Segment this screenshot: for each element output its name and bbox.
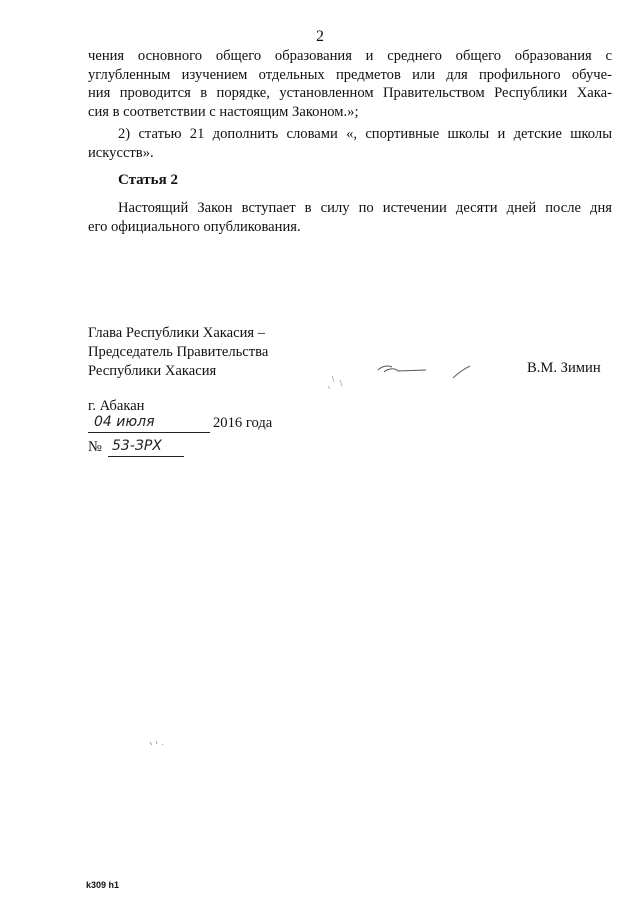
signer-title-line: Республики Хакасия	[88, 363, 217, 379]
article-heading: Статья 2	[118, 172, 178, 188]
paragraph-continuation	[88, 47, 612, 121]
number-underline	[108, 456, 184, 457]
text-line: его официального опубликования.	[88, 218, 301, 235]
number-line	[88, 438, 208, 458]
paragraph-article-2	[88, 199, 612, 236]
text-line: чения основного общего образования и среднего общего образования с	[88, 48, 612, 64]
date-underline	[88, 432, 210, 433]
signer-name: В.М. Зимин	[527, 360, 601, 376]
number-prefix: №	[88, 439, 102, 455]
text-line: 2) статью 21 дополнить словами «, спортивные школы и детские школы	[118, 126, 612, 142]
text-line: искусств».	[88, 144, 154, 161]
text-line: углубленным изучением отдельных предметов или для профильного обуче-	[88, 66, 612, 83]
year-text: 2016 года	[213, 415, 273, 431]
signer-title	[88, 324, 268, 381]
stray-marks	[146, 736, 176, 750]
city: г. Абакан	[88, 398, 145, 414]
handwritten-signature	[318, 356, 478, 396]
paragraph-item-2	[88, 125, 612, 162]
signer-title-line: Председатель Правительства	[88, 344, 269, 360]
text-line: ния проводится в порядке, установленном Правительством Республики Хака-	[88, 85, 612, 101]
text-line: Настоящий Закон вступает в силу по истечении десяти дней после дня	[118, 200, 612, 216]
text-line: сия в соответствии с настоящим Законом.»;	[88, 103, 359, 120]
signer-title-line: Глава Республики Хакасия –	[88, 325, 266, 341]
date-line	[88, 414, 288, 434]
footer-code: k309 h1	[86, 880, 120, 890]
handwritten-number: 53-ЗРХ	[112, 438, 162, 454]
page-number: 2	[316, 28, 324, 45]
handwritten-date: 04 июля	[94, 414, 155, 430]
